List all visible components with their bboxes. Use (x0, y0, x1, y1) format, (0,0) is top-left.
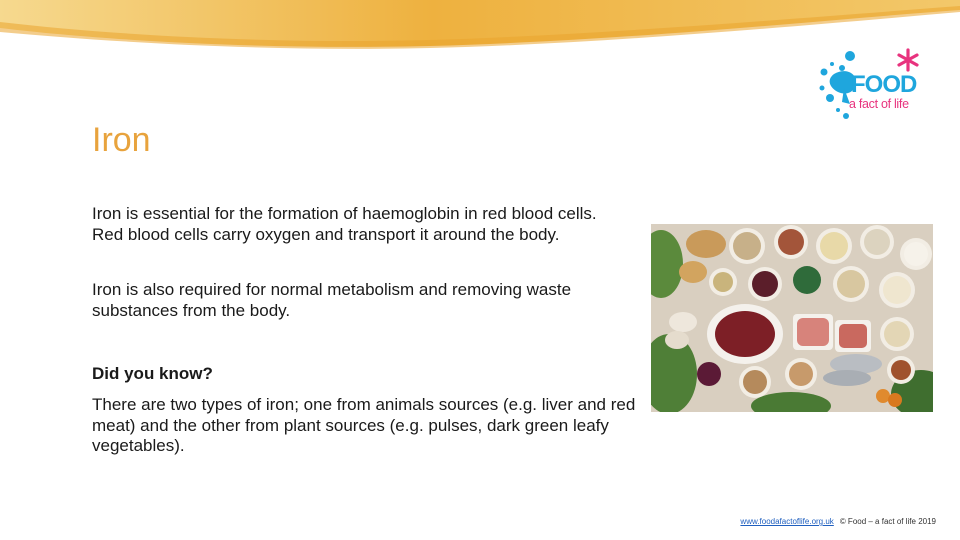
asterisk-icon (899, 50, 917, 70)
slide-title: Iron (92, 121, 151, 159)
website-link[interactable]: www.foodafactoflife.org.uk (740, 517, 834, 526)
iron-rich-foods-photo (651, 224, 933, 412)
logo-wordmark: FOOD (851, 71, 917, 98)
food-a-fact-of-life-logo (816, 44, 928, 124)
did-you-know-heading: Did you know? (92, 364, 213, 383)
logo-tagline: a fact of life (849, 97, 909, 111)
paragraph-haemoglobin: Iron is essential for the formation of haemoglobin in red blood cells. Red blood cells carry oxygen and transport it around the body. (92, 204, 597, 244)
paragraph-metabolism: Iron is also required for normal metabolism and removing waste substances from the body. (92, 280, 572, 320)
footer (740, 517, 936, 526)
copyright-text: © Food – a fact of life 2019 (839, 517, 936, 526)
paragraph-iron-sources: There are two types of iron; one from animals sources (e.g. liver and red meat) and the other from plant sources (e.g. pulses, dark green leafy vegetables). (92, 395, 636, 455)
